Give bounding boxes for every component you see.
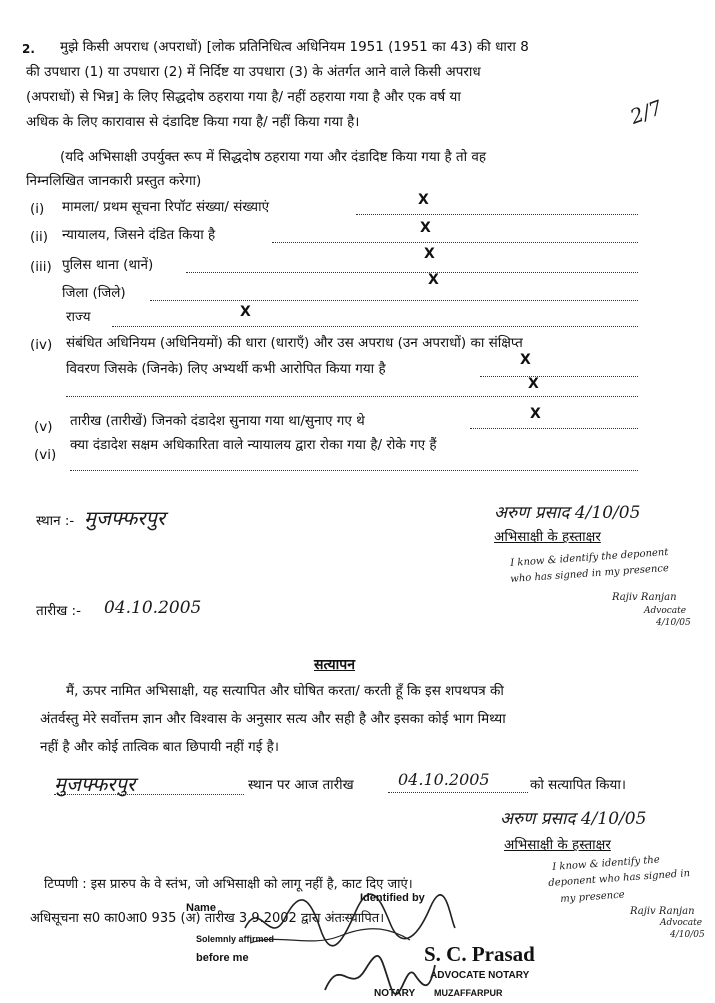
declaration-line-5: (यदि अभिसाक्षी उपर्युक्त रूप में सिद्धदोष ठहराया गया और दंडादिष्ट किया गया है तो वह	[60, 149, 487, 165]
verification-end-text: को सत्यापित किया।	[530, 777, 626, 793]
item-ii-cross: X	[420, 220, 431, 236]
notary-signature-scribble	[320, 950, 440, 1000]
item-iii-blank	[186, 272, 638, 273]
para-number: 2.	[22, 42, 35, 56]
deponent-signature-1: अरुण प्रसाद 4/10/05	[494, 503, 641, 523]
verification-heading: सत्यापन	[314, 657, 355, 673]
stamp-before: before me	[196, 952, 249, 964]
stamp-muzaffarpur: MUZAFFARPUR	[434, 988, 503, 998]
stamp-notary: NOTARY	[374, 988, 416, 999]
verification-date-blank	[388, 792, 528, 793]
advocate-title-2: Advocate	[660, 918, 703, 928]
stamp-identified-by: Identified by	[360, 892, 425, 904]
item-vi-blank	[70, 470, 638, 471]
item-v-cross: X	[530, 406, 541, 422]
place-label: स्थान :-	[36, 513, 75, 529]
item-iv-blank-1	[480, 376, 638, 377]
advocate-title-1: Advocate	[644, 606, 687, 616]
advocate-date-2: 4/10/05	[670, 930, 705, 940]
declaration-line-3: (अपराधों) से भिन्न] के लिए सिद्धदोष ठहराया गया है/ नहीं ठहराया गया है और एक वर्ष या	[26, 89, 461, 105]
deponent-signature-label-1: अभिसाक्षी के हस्ताक्षर	[494, 529, 601, 545]
date-label: तारीख :-	[36, 603, 81, 619]
item-iv-blank-2	[66, 396, 638, 397]
place-value: मुजफ्फरपुर	[84, 506, 165, 530]
stamp-solemnly: Solemnly affirmed	[196, 934, 275, 944]
verification-line-2: अंतर्वस्तु मेरे सर्वोत्तम ज्ञान और विश्वास के अनुसार सत्य और सही है और इसका कोई भाग मिथ्या	[40, 711, 506, 727]
item-iii-state-blank	[112, 326, 638, 327]
item-i-number: (i)	[30, 201, 45, 217]
verification-place-blank	[54, 794, 244, 795]
item-iv-cross-1: X	[520, 352, 531, 368]
item-ii-label: न्यायालय, जिसने दंडित किया है	[62, 227, 216, 243]
declaration-line-4: अधिक के लिए कारावास से दंडादिष्ट किया गया है/ नहीं किया गया है।	[26, 114, 360, 130]
verification-place-value: मुजफ्फरपुर	[54, 772, 135, 796]
declaration-line-2: की उपधारा (1) या उपधारा (2) में निर्दिष्ट या उपधारा (3) के अंतर्गत आने वाले किसी अपराध	[26, 64, 481, 80]
advocate-name-1: Rajiv Ranjan	[612, 592, 677, 603]
footer-note: टिप्पणी : इस प्रारुप के वे स्तंभ, जो अभिसाक्षी को लागू नहीं है, काट दिए जाएं।	[44, 877, 413, 892]
declaration-line-6: निम्नलिखित जानकारी प्रस्तुत करेगा)	[26, 173, 202, 189]
item-v-number: (v)	[34, 419, 53, 435]
deponent-signature-label-2: अभिसाक्षी के हस्ताक्षर	[504, 837, 611, 853]
item-iii-state-cross: X	[240, 304, 251, 320]
footer-notification: अधिसूचना स0 का0आ0 935 (अ) तारीख 3.9.2002 द्वारा अंतःस्थापित।	[30, 911, 385, 926]
item-iv-cross-2: X	[528, 376, 539, 392]
item-iii-district-cross: X	[428, 272, 439, 288]
identification-note-2-line-1: I know & identify the	[552, 854, 661, 873]
verification-line-1: मैं, ऊपर नामित अभिसाक्षी, यह सत्यापित और घोषित करता/ करती हूँ कि इस शपथपत्र की	[66, 683, 504, 699]
identification-note-2-line-2: deponent who has signed in	[548, 868, 691, 889]
item-v-blank	[470, 428, 638, 429]
margin-page-note: 2/7	[626, 95, 666, 129]
item-v-label: तारीख (तारीखें) जिनको दंडादेश सुनाया गया था/सुनाए गए थे	[70, 413, 365, 429]
item-vi-number: (vi)	[34, 447, 57, 463]
item-iv-line-2: विवरण जिसके (जिनके) लिए अभ्यर्थी कभी आरोपित किया गया है	[66, 361, 386, 377]
verification-line-3: नहीं है और कोई तात्विक बात छिपायी नहीं गई है।	[40, 739, 279, 755]
item-iii-district-blank	[150, 300, 638, 301]
item-iv-number: (iv)	[30, 337, 53, 353]
item-iii-district-label: जिला (जिले)	[62, 285, 126, 301]
item-iii-state-label: राज्य	[66, 309, 91, 325]
stamp-advocate: ADVOCATE NOTARY	[430, 970, 530, 981]
item-iv-line-1: संबंधित अधिनियम (अधिनियमों) की धारा (धाराएँ) और उस अपराध (उन अपराधों) का संक्षिप्त	[66, 335, 523, 351]
item-ii-blank	[272, 242, 638, 243]
identification-note-1-line-1: I know & identify the deponent	[510, 546, 669, 569]
declaration-line-1: मुझे किसी अपराध (अपराधों) [लोक प्रतिनिधित्व अधिनियम 1951 (1951 का 43) की धारा 8	[60, 39, 529, 55]
verification-mid-text: स्थान पर आज तारीख	[248, 777, 354, 793]
item-vi-label: क्या दंडादेश सक्षम अधिकारिता वाले न्यायालय द्वारा रोका गया है/ रोके गए हैं	[70, 437, 437, 453]
deponent-signature-2: अरुण प्रसाद 4/10/05	[500, 809, 647, 829]
date-value: 04.10.2005	[104, 598, 202, 618]
identification-note-1-line-2: who has signed in my presence	[510, 562, 670, 585]
item-i-blank	[356, 214, 638, 215]
item-iii-number: (iii)	[30, 259, 52, 275]
advocate-date-1: 4/10/05	[656, 618, 691, 628]
item-i-label: मामला/ प्रथम सूचना रिपॉट संख्या/ संख्याएं	[62, 199, 270, 215]
item-i-cross: X	[418, 192, 429, 208]
item-iii-cross: X	[424, 246, 435, 262]
item-ii-number: (ii)	[30, 229, 49, 245]
stamp-prasad: S. C. Prasad	[424, 942, 535, 966]
identifier-signature-scribble	[240, 888, 460, 958]
item-iii-label: पुलिस थाना (थानें)	[62, 257, 154, 273]
advocate-name-2: Rajiv Ranjan	[630, 906, 695, 917]
verification-date-value: 04.10.2005	[398, 770, 490, 789]
identification-note-2-line-3: my presence	[560, 889, 626, 905]
stamp-name: Name	[186, 902, 216, 914]
